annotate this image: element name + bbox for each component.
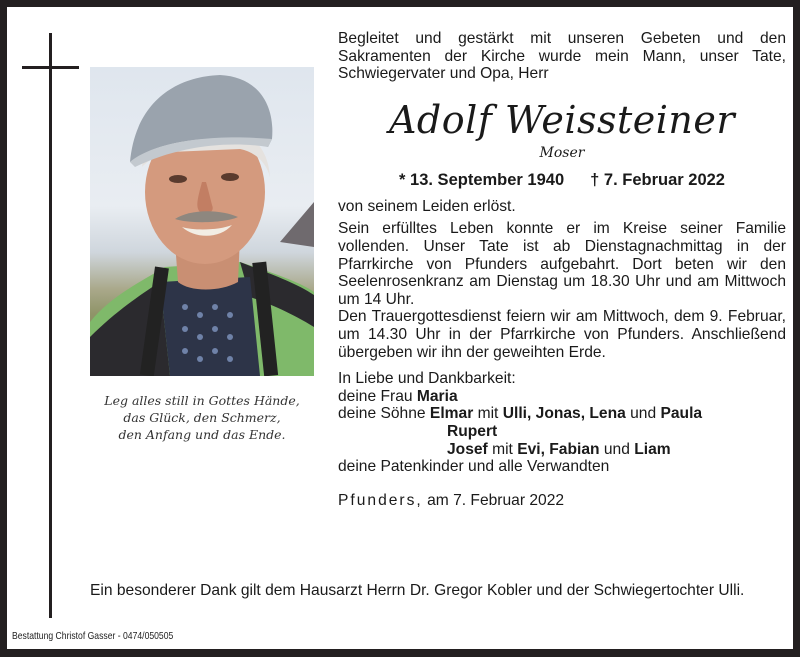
life-dates xyxy=(338,170,786,190)
cross-icon-vertical xyxy=(49,33,52,618)
death-date: † 7. Februar 2022 xyxy=(590,170,725,189)
portrait-illustration xyxy=(90,67,314,376)
poem-line: Leg alles still in Gottes Hände, xyxy=(104,393,300,408)
poem-line: das Glück, den Schmerz, xyxy=(123,410,281,425)
wife-name: Maria xyxy=(416,387,458,405)
place-date xyxy=(338,492,786,510)
released-text: von seinem Leiden erlöst. xyxy=(338,197,516,215)
family-son-line: Josef mit Evi, Fabian und Liam xyxy=(447,440,671,458)
grandchildren-names: Ulli, Jonas, Lena xyxy=(502,405,626,423)
grandchild-name: Liam xyxy=(634,440,671,458)
family-wife-line: deine Frau Maria xyxy=(338,387,458,405)
thanks-text: Ein besonderer Dank gilt dem Hausarzt Herrn Dr. Gregor Kobler und der Schwiegertochter Ulli. xyxy=(90,582,745,599)
obituary-text-column xyxy=(338,30,786,509)
place: Pfunders, xyxy=(338,491,423,509)
body-paragraph-1: Sein erfülltes Leben konnte er im Kreise seiner Familie vollenden. Unser Tate ist ab Dienstagnachmittag in der Pfarrkirche von Pfunders aufgebahrt. Dort beten wir den Seelenrosenkranz am Dienstag um 18.30 Uhr und am Mittwoch um 14 Uhr. xyxy=(338,220,786,308)
poem xyxy=(90,392,314,443)
family-heading: In Liebe und Dankbarkeit: xyxy=(338,370,516,388)
body-paragraph-2: Den Trauergottesdienst feiern wir am Mittwoch, dem 9. Februar, um 14.30 Uhr in der Pfarrkirche von Pfunders. Anschließend übergeben wir ihn der geweihten Erde. xyxy=(338,308,786,361)
deceased-name: Adolf Weissteiner xyxy=(388,97,736,142)
intro-text: Begleitet und gestärkt mit unseren Gebeten und den Sakramenten der Kirche wurde mein Mann, unser Tate, Schwiegervater und Opa, Herr xyxy=(338,30,786,83)
family-list xyxy=(338,370,786,476)
family-others-line: deine Patenkinder und alle Verwandten xyxy=(338,458,610,476)
son-name: Josef xyxy=(447,440,488,458)
son-name: Rupert xyxy=(447,422,498,440)
grandchildren-names: Evi, Fabian xyxy=(517,440,600,458)
grandchild-name: Paula xyxy=(660,405,703,423)
cross-icon-horizontal xyxy=(22,66,79,69)
date: am 7. Februar 2022 xyxy=(422,491,565,509)
birth-date: * 13. September 1940 xyxy=(399,170,565,189)
son-name: Elmar xyxy=(429,405,474,423)
deceased-nickname: Moser xyxy=(539,144,585,161)
portrait-photo xyxy=(90,67,314,376)
poem-line: den Anfang und das Ende. xyxy=(118,427,286,442)
family-sons-line: deine Söhne Elmar mit Ulli, Jonas, Lena und Paula xyxy=(338,405,703,423)
funeral-home-credit: Bestattung Christof Gasser - 0474/050505 xyxy=(12,630,174,642)
family-son-line xyxy=(338,423,786,441)
